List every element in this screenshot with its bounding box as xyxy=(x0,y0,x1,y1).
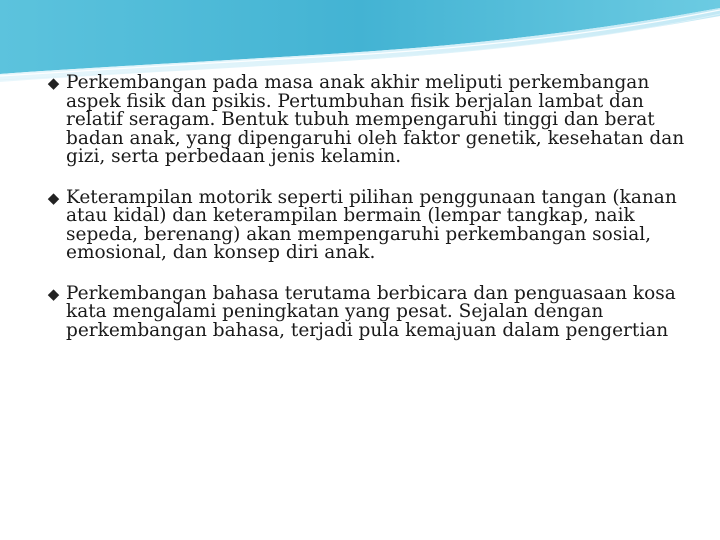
bullet-icon: ◆ xyxy=(47,74,60,92)
bullet-item-1 xyxy=(46,74,696,167)
bullet-list xyxy=(46,74,696,362)
bullet-item-3 xyxy=(46,282,696,341)
bullet-text: Perkembangan pada masa anak akhir meliputi perkembangan aspek fisik dan psikis. Pertumbuhan fisik berjalan lambat dan relatif seragam. Bentuk tubuh mempengaruhi tinggi dan berat badan anak, yang dipengaruhi oleh faktor genetik, kesehatan dan gizi, serta perbedaan jenis kelamin. xyxy=(66,72,685,167)
bullet-icon: ◆ xyxy=(47,284,60,303)
bullet-text: Keterampilan motorik seperti pilihan penggunaan tangan (kanan atau kidal) dan keterampilan bermain (lempar tangkap, naik sepeda, berenang) akan mempengaruhi perkembangan sosial, emosional, dan konsep diri anak. xyxy=(66,186,677,263)
bullet-icon: ◆ xyxy=(47,188,60,207)
bullet-item-2 xyxy=(46,186,696,263)
bullet-text: Perkembangan bahasa terutama berbicara dan penguasaan kosa kata mengalami peningkatan yang pesat. Sejalan dengan perkembangan bahasa, terjadi pula kemajuan dalam pengertian xyxy=(66,282,676,341)
